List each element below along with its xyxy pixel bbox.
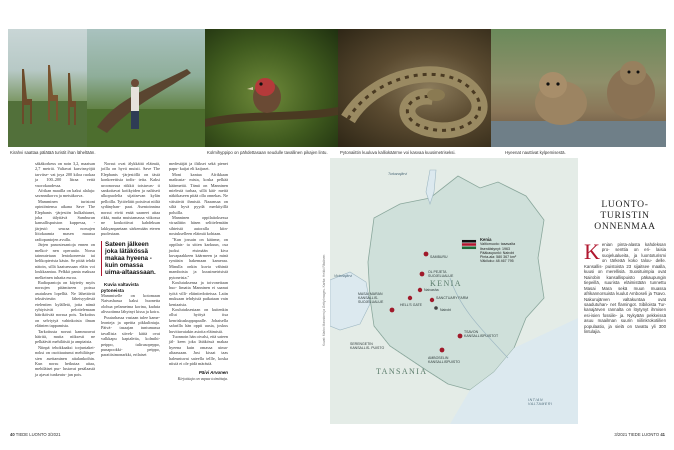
tree-illustration: [87, 29, 205, 147]
bird-illustration: [205, 29, 338, 147]
sidebar-title-line: ONNENMAA: [594, 220, 656, 232]
paragraph: Tarkoitusta norsut kammoavat häiritä, mutta niiksesti ne pelkäävät mehiläisiä ja ampiaisia.: [35, 328, 95, 345]
fact-capital: Pääkaupunki: Nairobi: [480, 250, 515, 255]
map-label-tsavo: TSAVON KANSALLISPUISTOT: [464, 330, 499, 339]
photo-python: [338, 29, 491, 147]
map-label-ol-pejeta: OL PEJETA SUOJELUALUE: [428, 270, 454, 279]
paragraph: Tuonnoin hän oivalsi, että sateen jäl- keen joka lätäkössä makaa hyeena kuin omassa uima-altaassaan. Just kissat taas haleuntuvat sateella tellle, koska niistä ei ole pidä märästä.: [169, 334, 228, 367]
map-shapes: [330, 158, 578, 424]
paragraph: Norsut ovat älykkäitä eläimiä, joilla on hyvä muisti. Save The Elephants -järjestöllä on tästä konkreettisia todis- teita. Kaksi uroonorsua riikkit toistuvas- ti sankoitavat kotikyiden ja naltiseti ulkopuolelta sijaitsevan kylän pelloilla. Tyttöeläitt poistivat niiltä sydänyhan- paat. Asentoinnina norsut eivät enää saaneet aitaa rikki, mutta muistamassa viikossa ne koukottivat kahdeksan lakkyanpaetaan särkemään eteren puolestaan.: [101, 161, 160, 237]
photo-bird: [205, 29, 338, 147]
hyena-illustration: [491, 29, 666, 147]
sidebar-title-block: [584, 200, 666, 232]
paragraph: Niinpä tehokkaaksi torjuntakei- noksi on osoittautunut mehiläispe- sien asettaminen aitalankoihin. Kun norsu hetkutaa aitaa, mehiläiset pur- lustavat pesälaastä ja ajavat tunkeutu- jan pois.: [35, 344, 95, 377]
folio-right: [614, 432, 665, 437]
drop-cap: K: [584, 239, 600, 264]
map-label-indian-ocean: INTIAN VALTAMERI: [528, 398, 553, 407]
sidebar-body: [584, 239, 666, 335]
paragraph: säkäkorkeus on noin 3,2, maatsan 2,7 metriä. Valtavat kasvinsyöjät tarvitse- vat joya 200 kiloa ruokaa ja 100–200 litraa vettä vuorokaudessa.: [35, 161, 95, 188]
marker-amboseli: [440, 348, 445, 353]
marker-samburu: [424, 252, 429, 257]
paragraph: Moni kantaa Afrikkaan matkusta- mista, koska pelkää käärmeitä. Tämä on Manninen mielestä turhaa, sillä kää- meitä näkökaseen pitää olla onnekas. Ne väistävät ihmistä. Naaansaa on siltä hyvä pyydä merkityillä poluilla.: [169, 171, 228, 215]
map-label-nairobi: Nairobi: [440, 308, 452, 312]
magazine-name-left: TIEDE LUONTO 3/2021: [15, 432, 61, 437]
page-number-right: 41: [660, 432, 665, 437]
marker-masai-mara: [390, 308, 395, 313]
marker-tsavo: [458, 334, 463, 339]
author-name: Päivi Arvonen: [198, 370, 228, 376]
author-note: Kirjoittaja on vapaa toimittaja.: [177, 375, 228, 381]
map-label-samburu: SAMBURU: [430, 255, 448, 259]
page-number-left: 40: [10, 432, 15, 437]
map-label-kenia: KENIA: [430, 279, 462, 288]
marker-hells-gate: [408, 296, 412, 300]
map-label-masai-mara: MASAI MARAN KANSALLIS- SUOJELUALUE: [358, 292, 384, 305]
map-label-serengeti: SERENGETIN KANSALLIS- PUISTO: [350, 342, 385, 351]
paragraph: Mamminen turistoni opintöniensa aikana Save The Elephants -järjestön hulkahtanet, joka tälyttävä Samburun kansallispuiston kuppessa, -järjestö seuraa norsujen liitokaamia masen muassa radiopantojen avulla.: [35, 198, 95, 242]
photo-giraffes: [8, 29, 87, 147]
map-label-turkanajarvi: Turkanajärvi: [388, 172, 407, 176]
paragraph: Mammiselle on kotomaan Naivashassa kaksi huonetta olohua pelametma korina, kaduta alivuotinna lähytnyt kissa ja koira.: [101, 292, 160, 315]
subheading: Kuvia valtavista pytoneista: [101, 282, 139, 293]
map-label-naivasha: Naivasha: [424, 288, 439, 292]
paragraph: medestäjät ja iltikset sekä pienet papu- kaijat eli kaijaset.: [169, 161, 228, 172]
map-label-viktoriajarvi: Victoriajärvi: [334, 274, 353, 278]
sidebar-text: enian pinta-alasta kahdeksan pro- senttia on eri- laisia suojelualueita, ja luontoturismi on tärkeää koko talou- delle. Kansallis- puistoista 23 sijaitsee maalla, kuusi on merellisiä. Suosituimpia ovat Nairobin kansallispuisto päkaupungin tiepeillä, suurista eläimistään tunnettu Masai Mara sekä muun muassa afrikannorsuista kuulut Amboseli ja Tsavo. Nakurujärven valtakuntaa ovat saadutuhan- net flamingot. Sibiloista Tur- kanajärven rannalta on löytynyt ihmisen esi-isien fossiile- ja. Nykyään pekkeissä asuu maailman suurin niilinkrokotiilien populaatio, ja sielä on tavattu yli 300 lintulajia.: [584, 242, 666, 335]
kenya-map: [330, 158, 578, 424]
fact-government: Valtiomuoto: tasavalta: [480, 242, 516, 247]
fact-population: Väkiluku: 48 467 795: [480, 259, 514, 264]
map-label-tansania: TANSANIA: [376, 367, 428, 376]
sidebar-title-line: LUONTO-: [601, 199, 649, 210]
marker-nairobi: [434, 306, 438, 310]
paragraph: Afrikan maailla on kaksi alalaja: savannikorva ja metsäkorva.: [35, 188, 95, 199]
map-label-sanctuary: SANCTUARY FARM: [436, 296, 469, 300]
photo-credit: Kuvat: Marko Manninen ja Getty Images. Kartta: Heikki Räsänen: [322, 254, 326, 346]
map-label-amboseli: AMBOSELIN KANSALLISPUISTO: [428, 356, 461, 365]
paragraph: Manninen oppilaitoksessa viraalittin häsen selittelemään sihteistä autoralla kiin- nostukselleen eläimiä kohtaan.: [169, 215, 228, 237]
paragraph: Koulutuksestaan on kuitenkin ollut hyötyä itsa kenriskuskuppapaalle. Johaisella safarilla hän oppii uusia, joskus huvittavaiakin asioita eläimistä.: [169, 306, 228, 334]
folio-left: [10, 432, 61, 437]
paragraph: Järjen panostesantoja ennen on melkoi- nen operaatio. Norsu tainnutetaan lentokoneesta tai helikopterista käsin. Se pitää tehdä nätoin, sillä kaatuessaan eläin voi loukkaantua. Pelkkä panta maksaa melkeinen tuhatta euroa.: [35, 242, 95, 280]
magazine-name-right: 3/2021 TIEDE LUONTO: [614, 432, 660, 437]
fact-area: Pinta-ala: 580 367 km²: [480, 255, 517, 260]
country-facts: [480, 238, 516, 264]
giraffe-illustration: [8, 29, 87, 147]
map-label-hells-gate: HELL'S GATE: [400, 303, 422, 307]
caption-python: Pytonaiittin kuuluva kalliokäärme voi kasvaa kuusimetriseksi.: [340, 150, 456, 155]
paragraph: "Kun jossain on käärme, on oppilais- ta sitten karkuun, osa juoksi etsimään kiva kuvapaakkeen käärmeen ja minä ryntäsin hakemaan kameraa. Minulla onkin kuvia vähintä mamboista ja kuusimetrisistä pytoneista.": [169, 236, 228, 280]
caption-hyenas: Hyeenat nauttivat kylpemisestä.: [505, 150, 566, 155]
pull-quote: Sateen jälkeen joka lätäkössä makaa hyeena - kuin omassa uima-altaassaan.: [101, 241, 160, 276]
marker-sanctuary: [430, 298, 434, 302]
paragraph: Puutarhassa vastaan tulee kame- leonteja ja upeitta pikkulintuja. Päivä- tasaajan tuntumassa tavallisia siivek- käitä ovat valkkapu kaptaleita, kolmihi- peippo, tulirusopeppo, punapookki- peippo, paratiisimonarkki, erilaiset: [101, 314, 160, 358]
article-column-3: [169, 161, 228, 381]
caption-giraffes: Kirahvi saattaa pälätää turistit ihan läheltään.: [10, 150, 96, 155]
sidebar-title-line: TURISTIN: [600, 209, 650, 221]
marker-ol-pejeta: [420, 272, 425, 277]
paragraph: Radiopantoja on käytetty myös norsujen pitämiseen poissa asutuksen lopelltä. Ne lähettävät tekstiviestin läheisyydestä etelentien kylälletä, jotta nämä ryhtyisivät pelottelemaan häiriköivää norsua pois. Tarkoitus on selviytyä vahinkoista ilman eläinten tappamista.: [35, 279, 95, 329]
article-column-1: [35, 161, 95, 377]
paragraph: Koulutuksensa ja toivoneitaan huo- limatta Manninen ei saanut työtä villi- eläintiedotteissa. Laiin muksaan tehdyistä paikataan vain keniaaisia.: [169, 279, 228, 307]
photo-woman-with-camera: [87, 29, 205, 147]
marker-naivasha: [418, 288, 422, 292]
python-illustration: [338, 29, 491, 147]
photo-hyenas: [491, 29, 666, 147]
fact-independence: Itsenäistynyt: 1963: [480, 246, 510, 251]
caption-bird: Kolmihyppipo on pähdettasaan seudulle tavallinen pikajen lintu.: [207, 150, 328, 155]
article-column-2: [101, 161, 160, 358]
fact-country-name: Kenia: [480, 237, 492, 242]
